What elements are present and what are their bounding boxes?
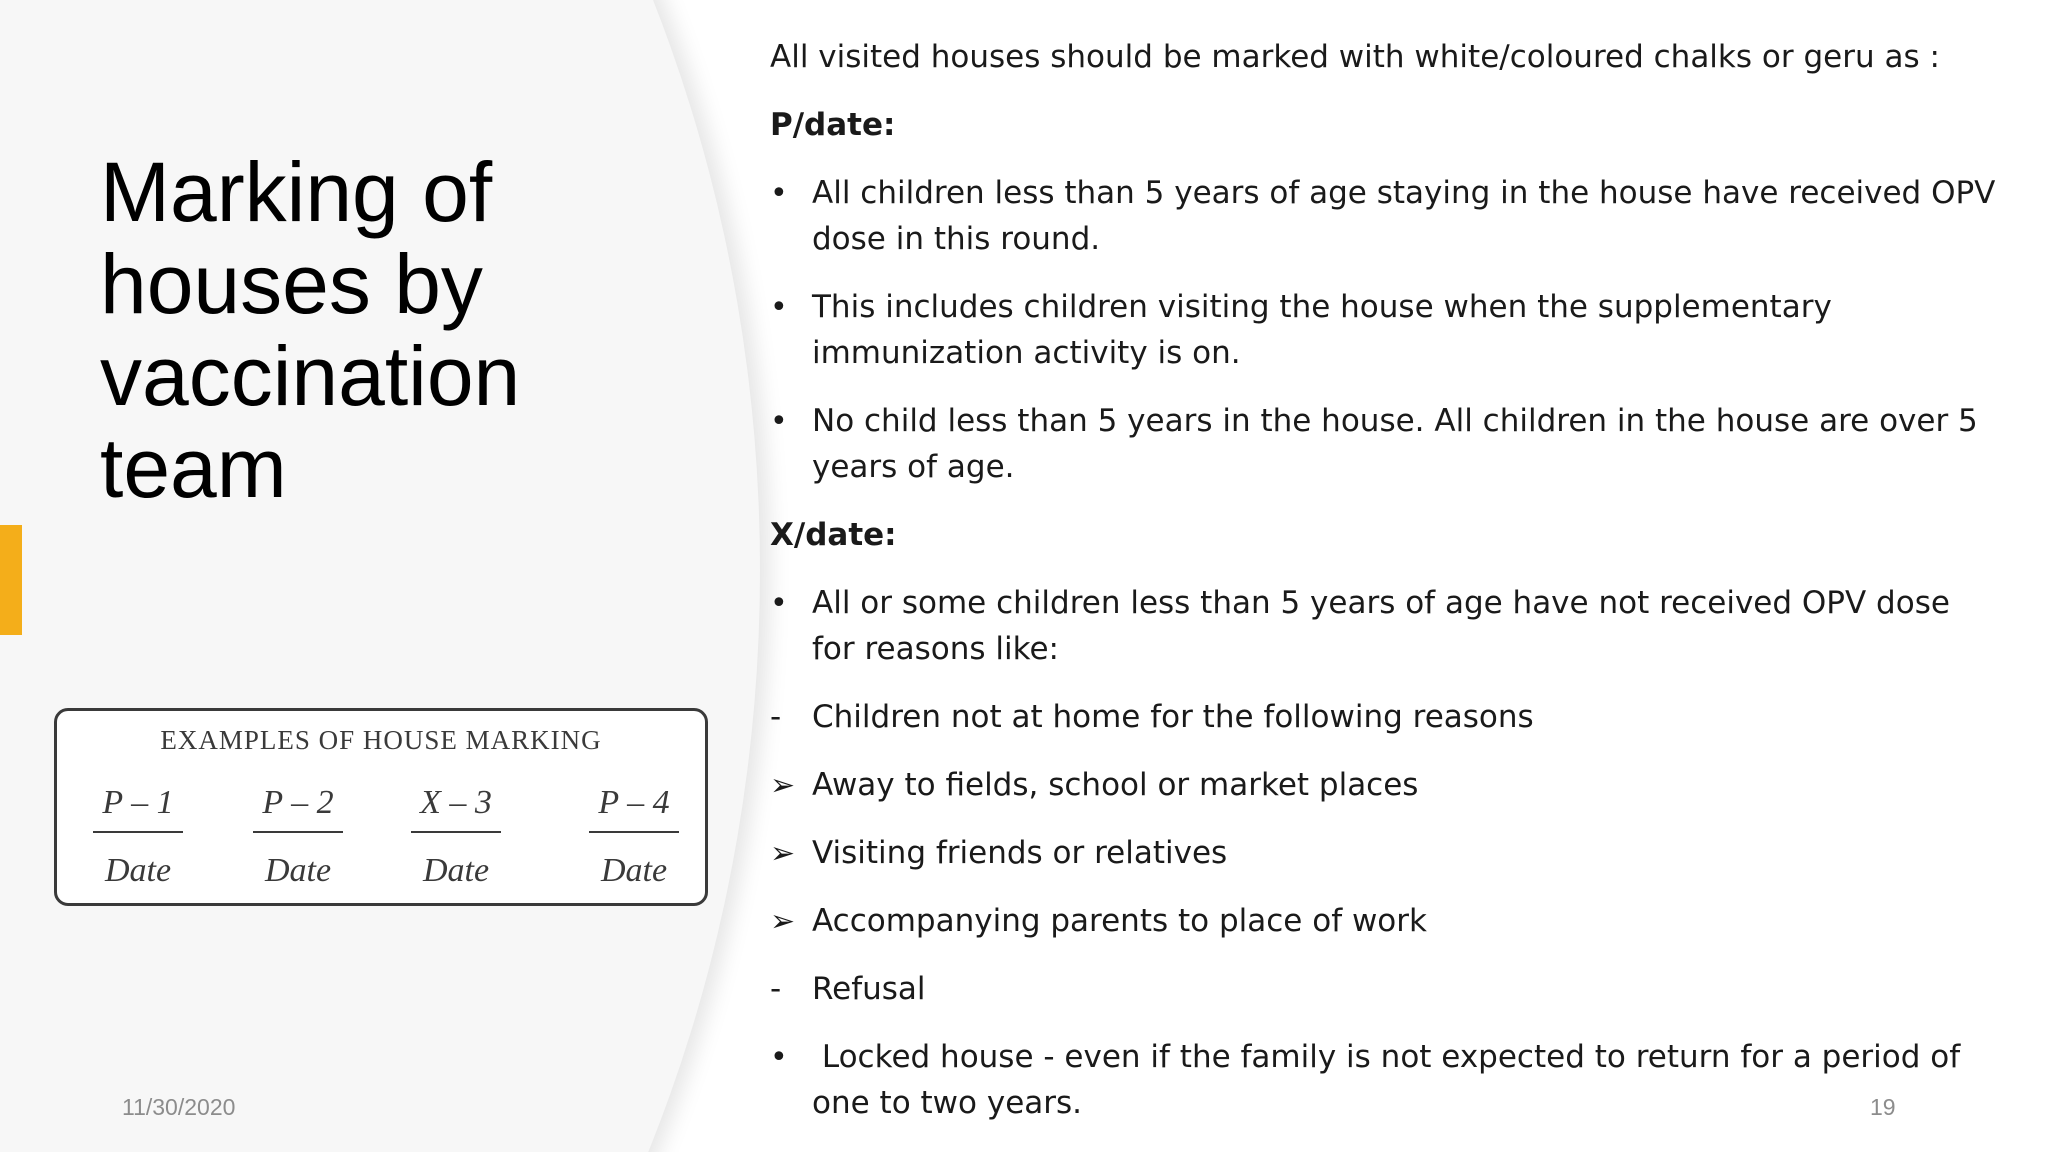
- arrow-item: [770, 762, 1418, 809]
- house-marking-example: [93, 781, 183, 893]
- dash-marker: -: [770, 971, 782, 1007]
- house-marking-example: [253, 781, 343, 893]
- p-date-heading: P/date:: [770, 107, 896, 143]
- bullet-item: [770, 1034, 1960, 1081]
- bullet-marker: •: [770, 290, 788, 325]
- marking-date: Date: [104, 852, 172, 889]
- slide-number: 19: [1870, 1094, 1896, 1120]
- dash-text: Children not at home for the following reasons: [812, 699, 1534, 735]
- arrow-bullet-icon: ➢: [770, 768, 796, 803]
- bullet-marker: •: [770, 404, 788, 439]
- house-marking-example: [589, 781, 679, 893]
- bullet-text: This includes children visiting the house when the supplementary: [812, 289, 1832, 325]
- dash-item: [770, 966, 926, 1012]
- slide-title: Marking of houses by vaccination team: [100, 145, 521, 515]
- bullet-text: Locked house - even if the family is not expected to return for a period of: [812, 1039, 1961, 1075]
- house-marking-example: [411, 781, 501, 893]
- marking-date: Date: [264, 852, 332, 889]
- accent-bar: [0, 525, 22, 635]
- bullet-item: [770, 398, 1978, 445]
- arrow-text: Away to fields, school or market places: [812, 767, 1419, 803]
- dash-marker: -: [770, 699, 782, 735]
- dash-item: [770, 694, 1534, 740]
- bullet-text: All children less than 5 years of age staying in the house have received OPV: [812, 175, 1996, 211]
- bullet-text: All or some children less than 5 years of age have not received OPV dose: [812, 585, 1950, 621]
- marking-code: P – 2: [253, 781, 343, 833]
- bullet-text-continuation: for reasons like:: [812, 631, 1059, 667]
- bullet-marker: •: [770, 176, 788, 211]
- arrow-item: [770, 898, 1427, 945]
- example-box-title: EXAMPLES OF HOUSE MARKING: [160, 725, 602, 755]
- marking-date: Date: [600, 852, 668, 889]
- x-date-heading: X/date:: [770, 517, 897, 553]
- marking-code: P – 1: [93, 781, 183, 833]
- bullet-marker: •: [770, 1040, 788, 1075]
- bullet-item: [770, 170, 1995, 217]
- house-marking-example-box: [54, 708, 708, 906]
- intro-text: All visited houses should be marked with white/coloured chalks or geru as :: [770, 39, 1940, 75]
- bullet-text-continuation: dose in this round.: [812, 221, 1101, 257]
- bullet-item: [770, 580, 1950, 627]
- marking-code: P – 4: [589, 781, 679, 833]
- marking-code: X – 3: [411, 781, 501, 833]
- footer-date: 11/30/2020: [122, 1094, 236, 1120]
- arrow-text: Accompanying parents to place of work: [812, 903, 1427, 939]
- marking-date: Date: [422, 852, 490, 889]
- bullet-marker: •: [770, 586, 788, 621]
- bullet-text-continuation: one to two years.: [812, 1085, 1083, 1121]
- arrow-bullet-icon: ➢: [770, 904, 796, 939]
- dash-text: Refusal: [812, 971, 926, 1007]
- arrow-item: [770, 830, 1227, 877]
- bullet-text: No child less than 5 years in the house. All children in the house are over 5: [812, 403, 1978, 439]
- bullet-text-continuation: immunization activity is on.: [812, 335, 1241, 371]
- bullet-text-continuation: years of age.: [812, 449, 1015, 485]
- bullet-item: [770, 284, 1832, 331]
- arrow-text: Visiting friends or relatives: [812, 835, 1228, 871]
- arrow-bullet-icon: ➢: [770, 836, 796, 871]
